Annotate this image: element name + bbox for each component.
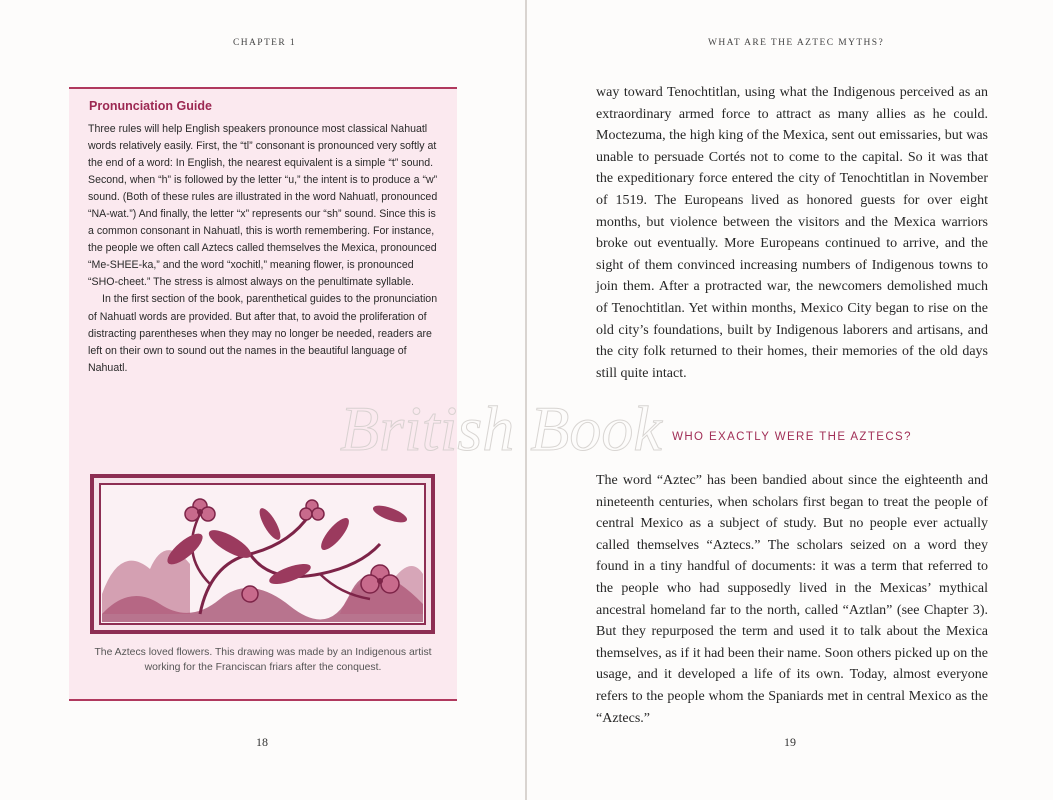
section-heading: WHO EXACTLY WERE THE AZTECS? [672, 431, 912, 443]
body-text-upper [596, 82, 988, 384]
sidebar-body [88, 121, 438, 377]
svg-text:British Book: British Book [340, 393, 662, 464]
sidebar-paragraph-1: Three rules will help English speakers pronounce most classical Nahuatl words relatively easily. First, the “tl” consonant is pronounced very softly at the end of a word: In English, the nearest equivalent is a simple “t” sound. Second, when “h” is followed by the letter “u,” the intent is to produce a “w” sound. (Both of these rules are illustrated in the word Nahuatl, pronounced “NA-wat.”) And finally, the letter “x” represents our “sh” sound. Since this is a common consonant in Nahuatl, this is worth remembering. For instance, the people we often call Aztecs called themselves the Mexica, pronounced “Me-SHEE-ka,” and the word “xochitl,” meaning flower, is pronounced “SHO-cheet.” The stress is almost always on the penultimate syllable. [88, 123, 438, 289]
page-number-left: 18 [256, 735, 268, 749]
page-number-right: 19 [784, 735, 796, 749]
running-head-left: CHAPTER 1 [233, 38, 297, 48]
sidebar-title: Pronunciation Guide [89, 99, 212, 113]
pronunciation-sidebar [69, 87, 457, 701]
flower-illustration [90, 474, 435, 634]
right-page [527, 0, 1053, 800]
running-head-right: WHAT ARE THE AZTEC MYTHS? [708, 38, 885, 48]
illustration-caption: The Aztecs loved flowers. This drawing was made by an Indigenous artist working for the Franciscan friars after the conquest. [94, 647, 432, 673]
body-paragraph-1: way toward Tenochtitlan, using what the Indigenous perceived as an extraordinary armed force to attract as many allies as he could. Moctezuma, the high king of the Mexica, sent out emissaries, but was unable to persuade Cortés not to come to the capital. So it was that the expeditionary force entered the city of Tenochtitlan in November of 1519. The Europeans lived as honored guests for over eight months, but violence between the visitors and the Mexica warriors broke out eventually. More Europeans continued to arrive, and the sight of them convinced increasing numbers of Indigenous towns to join them. After a protracted war, the newcomers demolished much of Tenochtitlan. Yet within months, Mexico City began to rise on the old city’s foundations, built by Indigenous laborers and artisans, and the city folk returned to their homes, their memories of the old days still quite intact. [596, 85, 988, 381]
body-paragraph-2: The word “Aztec” has been bandied about since the eighteenth and nineteenth centuries, when scholars first began to treat the people of central Mexico as a subject of study. But no people ever actually called themselves “Aztecs.” The scholars seized on a word they found in a tiny handful of documents: it was a term that referred to the people who had supposedly lived in the Mexicas’ mythical ancestral homeland far to the north, called “Aztlan” (see Chapter 3). But they repurposed the term and used it to talk about the Mexica themselves, as if it had been their name. Soon others picked up on the usage, and it developed a life of its own. Today, almost everyone refers to the people whom the Spaniards met in central Mexico as the “Aztecs.” [596, 473, 988, 726]
body-text-lower [596, 470, 988, 729]
left-page [0, 0, 526, 800]
sidebar-paragraph-2: In the first section of the book, parenthetical guides to the pronunciation of Nahuatl words are provided. But after that, to avoid the proliferation of distracting parentheses when they may no longer be needed, readers are left on their own to sound out the names in the beautiful language of Nahuatl. [88, 293, 438, 374]
